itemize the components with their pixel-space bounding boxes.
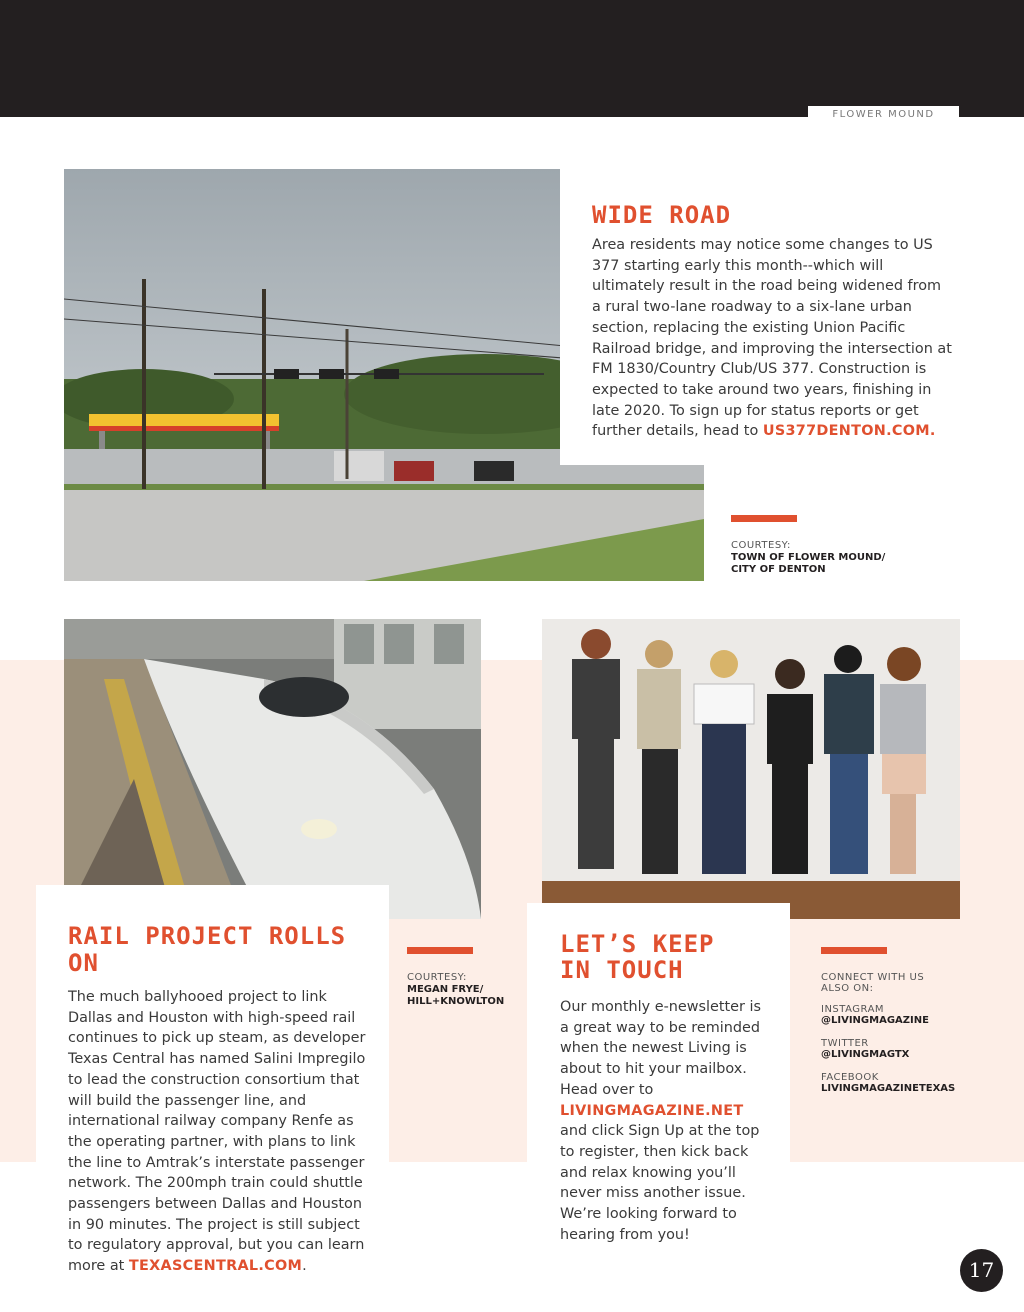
wide-road-heading: WIDE ROAD [592,201,732,229]
wide-road-card [560,169,960,465]
social-links [821,972,1001,1106]
touch-link[interactable]: LIVINGMAGAZINE.NET [560,1102,744,1119]
twitter-handle[interactable]: @LIVINGMAGTX [821,1049,910,1060]
social-accent-bar [821,947,887,954]
social-intro: CONNECT WITH US ALSO ON: [821,972,925,994]
rail-link[interactable]: TEXASCENTRAL.COM [128,1258,303,1275]
touch-card [527,903,790,1263]
instagram-handle[interactable]: @LIVINGMAGAZINE [821,1015,929,1026]
rail-accent-bar [407,947,473,954]
touch-body: Our monthly e-newsletter is a great way to be reminded when the newest Living is about to hit your mailbox. Head over to LIVINGMAGAZINE.NET and click Sign Up at the top to register, then kick back and relax knowing you’ll never miss another issue. We’re looking forward to hearing from you! [560,999,761,1243]
rail-heading: RAIL PROJECT ROLLS ON [68,922,347,977]
people-photo [542,619,960,919]
instagram-label: INSTAGRAM [821,1004,885,1015]
section-tab: FLOWER MOUND [808,106,959,124]
wide-road-accent-bar [731,515,797,522]
wide-road-credit: COURTESY: TOWN OF FLOWER MOUND/ CITY OF DENTON [731,540,886,575]
rail-credit: COURTESY: MEGAN FRYE/ HILL+KNOWLTON [407,972,505,1007]
facebook-label: FACEBOOK [821,1072,879,1083]
twitter-label: TWITTER [821,1038,869,1049]
facebook-handle[interactable]: LIVINGMAGAZINETEXAS [821,1083,956,1094]
rail-card [36,885,389,1275]
train-photo [64,619,481,919]
touch-heading: LET’S KEEP IN TOUCH [560,930,715,984]
page-number: 17 [960,1249,1003,1292]
wide-road-link[interactable]: US377DENTON.COM. [762,423,936,440]
rail-body: The much ballyhooed project to link Dallas and Houston with high-speed rail continues to pick up steam, as developer Texas Central has named Salini Impregilo to lead the construction consortium that will build the passenger line, and international railway company Renfe as the operating partner, with plans to link the line to Amtrak’s interstate passenger network. The 200mph train could shuttle passengers between Dallas and Houston in 90 minutes. The project is still subject to regulatory approval, but you can learn more at TEXASCENTRAL.COM. [68,989,366,1275]
wide-road-body: Area residents may notice some changes to US 377 starting early this month--which will ultimately result in the road being widened from a rural two-lane roadway to a six-lane urban section, replacing the existing Union Pacific Railroad bridge, and improving the intersection at FM 1830/Country Club/US 377. Construction is expected to take around two years, finishing in late 2020. To sign up for status reports or get further details, head to US377DENTON.COM. [592,237,952,440]
top-band [0,0,1024,117]
